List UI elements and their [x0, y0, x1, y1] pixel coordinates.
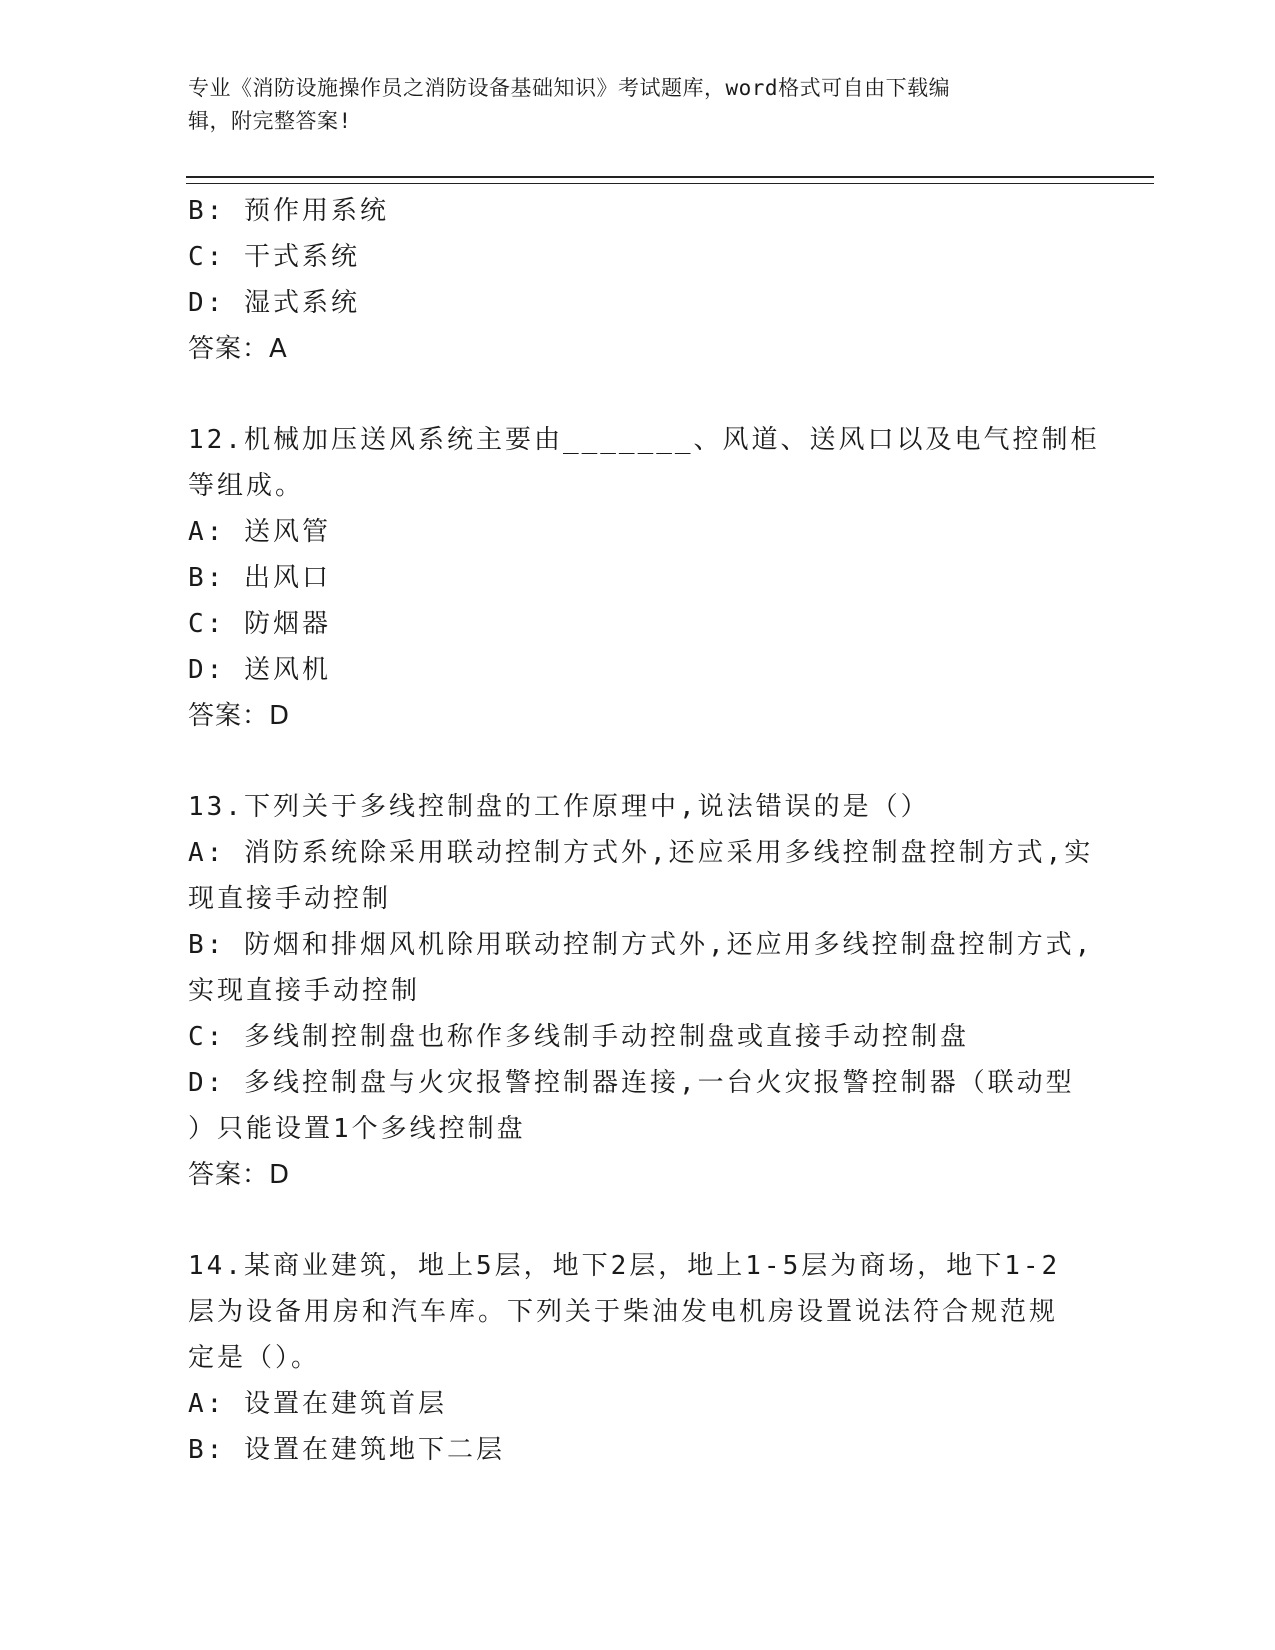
answer: 答案：A: [188, 334, 288, 364]
option-a: A: 消防系统除采用联动控制方式外,还应采用多线控制盘控制方式,实: [188, 838, 1094, 868]
option-a: A: 设置在建筑首层: [188, 1389, 447, 1419]
option-b: B: 防烟和排烟风机除用联动控制方式外,还应用多线控制盘控制方式,: [188, 930, 1094, 960]
question-stem: 定是（）。: [188, 1343, 321, 1373]
question-stem: 12.机械加压送风系统主要由_______、风道、送风口以及电气控制柜: [188, 425, 1100, 455]
question-stem: 等组成。: [188, 471, 305, 501]
question-12: [188, 417, 1100, 739]
option-c: C: 干式系统: [188, 242, 360, 272]
question-11-continued: [188, 188, 1078, 372]
question-stem: 14.某商业建筑，地上5层，地下2层，地上1-5层为商场，地下1-2: [188, 1251, 1061, 1281]
page-header: [188, 72, 1068, 138]
option-b: B: 出风口: [188, 563, 331, 593]
question-list: [188, 188, 1100, 1473]
question-13: [188, 784, 1094, 1198]
option-d-continued: ）只能设置1个多线控制盘: [188, 1114, 526, 1144]
option-b: B: 设置在建筑地下二层: [188, 1435, 505, 1465]
option-a-continued: 现直接手动控制: [188, 884, 392, 914]
question-14: [188, 1243, 1078, 1473]
header-divider: [186, 176, 1154, 184]
header-line-2: 辑，附完整答案!: [188, 109, 352, 133]
option-b: B: 预作用系统: [188, 196, 389, 226]
option-d: D: 湿式系统: [188, 288, 360, 318]
question-stem: 13.下列关于多线控制盘的工作原理中,说法错误的是（）: [188, 792, 930, 822]
header-line-1: 专业《消防设施操作员之消防设备基础知识》考试题库，word格式可自由下载编: [188, 76, 951, 100]
option-b-continued: 实现直接手动控制: [188, 976, 421, 1006]
option-c: C: 多线制控制盘也称作多线制手动控制盘或直接手动控制盘: [188, 1022, 969, 1052]
option-d: D: 送风机: [188, 655, 331, 685]
option-a: A: 送风管: [188, 517, 331, 547]
question-stem: 层为设备用房和汽车库。下列关于柴油发电机房设置说法符合规范规: [188, 1297, 1059, 1327]
answer: 答案：D: [188, 1160, 291, 1190]
option-d: D: 多线控制盘与火灾报警控制器连接,一台火灾报警控制器（联动型: [188, 1068, 1075, 1098]
answer: 答案：D: [188, 701, 291, 731]
option-c: C: 防烟器: [188, 609, 331, 639]
